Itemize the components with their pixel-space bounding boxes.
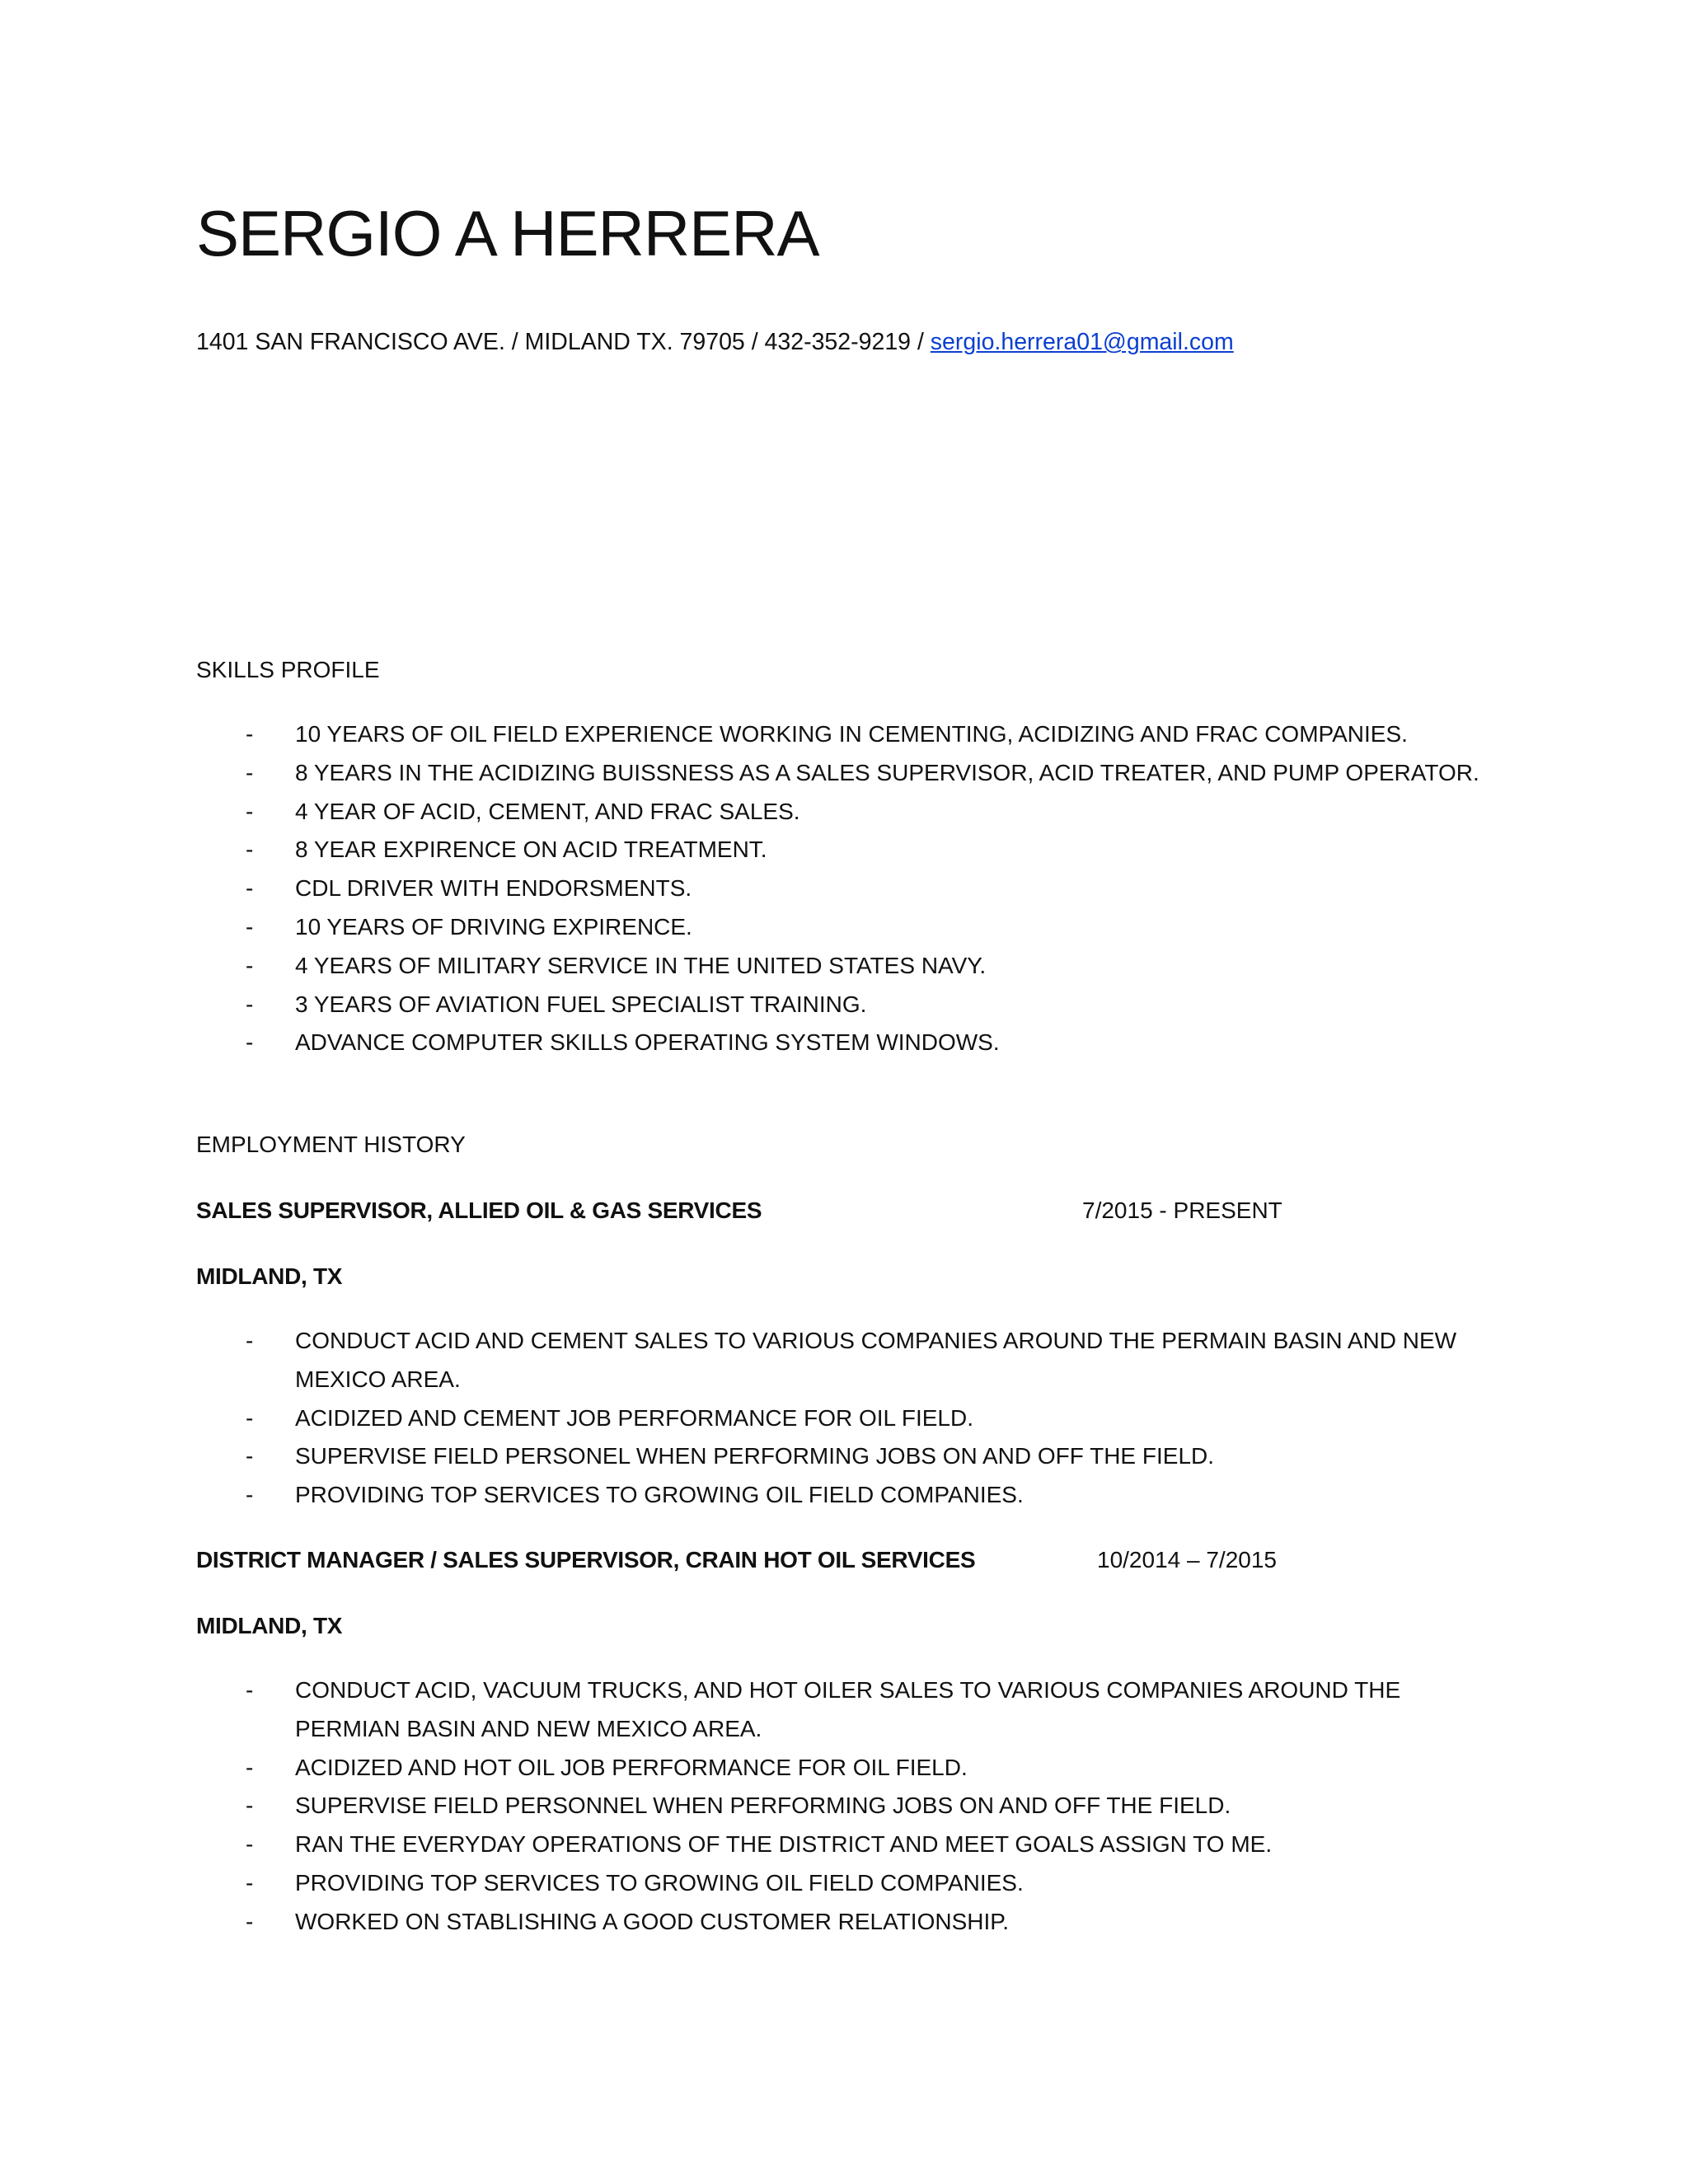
skills-section-title: SKILLS PROFILE xyxy=(196,657,380,682)
list-item: - 8 YEARS IN THE ACIDIZING BUISSNESS AS A SALES SUPERVISOR, ACID TREATER, AND PUMP OPERATOR. xyxy=(246,759,1479,785)
job-1-dates: 7/2015 - PRESENT xyxy=(1082,1197,1282,1223)
list-item: - ACIDIZED AND HOT OIL JOB PERFORMANCE FOR OIL FIELD. xyxy=(246,1754,968,1780)
job-2-duties xyxy=(196,1671,1482,1942)
list-item: - CDL DRIVER WITH ENDORSMENTS. xyxy=(246,875,692,902)
list-item: - ADVANCE COMPUTER SKILLS OPERATING SYSTEM WINDOWS. xyxy=(246,1029,1000,1056)
list-item: - 8 YEAR EXPIRENCE ON ACID TREATMENT. xyxy=(246,837,767,863)
list-item: - CONDUCT ACID AND CEMENT SALES TO VARIOUS COMPANIES AROUND THE PERMAIN BASIN AND NEW MEXICO AREA. xyxy=(246,1328,1457,1392)
list-item: - 4 YEAR OF ACID, CEMENT, AND FRAC SALES. xyxy=(246,798,800,824)
list-item: - CONDUCT ACID, VACUUM TRUCKS, AND HOT OILER SALES TO VARIOUS COMPANIES AROUND THE PERMIAN BASIN AND NEW MEXICO AREA. xyxy=(246,1677,1401,1741)
list-item: - 4 YEARS OF MILITARY SERVICE IN THE UNITED STATES NAVY. xyxy=(246,952,987,978)
contact-address-phone: 1401 SAN FRANCISCO AVE. / MIDLAND TX. 79705 / 432-352-9219 / xyxy=(196,329,924,355)
job-2-position: DISTRICT MANAGER / SALES SUPERVISOR, CRAIN HOT OIL SERVICES xyxy=(196,1547,976,1572)
list-item: - RAN THE EVERYDAY OPERATIONS OF THE DISTRICT AND MEET GOALS ASSIGN TO ME. xyxy=(246,1831,1273,1858)
list-item: - PROVIDING TOP SERVICES TO GROWING OIL FIELD COMPANIES. xyxy=(246,1482,1024,1508)
list-item: - SUPERVISE FIELD PERSONEL WHEN PERFORMING JOBS ON AND OFF THE FIELD. xyxy=(246,1443,1215,1469)
list-item: - 3 YEARS OF AVIATION FUEL SPECIALIST TRAINING. xyxy=(246,991,867,1017)
list-item: - ACIDIZED AND CEMENT JOB PERFORMANCE FOR OIL FIELD. xyxy=(246,1404,973,1431)
resume-name: SERGIO A HERRERA xyxy=(196,197,819,269)
job-1-position: SALES SUPERVISOR, ALLIED OIL & GAS SERVICES xyxy=(196,1197,762,1223)
list-item: - 10 YEARS OF DRIVING EXPIRENCE. xyxy=(246,913,692,940)
job-2-location: MIDLAND, TX xyxy=(196,1613,343,1638)
job-1-duties xyxy=(196,1322,1482,1515)
list-item: - 10 YEARS OF OIL FIELD EXPERIENCE WORKING IN CEMENTING, ACIDIZING AND FRAC COMPANIES. xyxy=(246,721,1408,747)
employment-section-title: EMPLOYMENT HISTORY xyxy=(196,1132,466,1157)
job-2-dates: 10/2014 – 7/2015 xyxy=(1097,1547,1277,1572)
list-item: - PROVIDING TOP SERVICES TO GROWING OIL FIELD COMPANIES. xyxy=(246,1869,1024,1896)
list-item: - SUPERVISE FIELD PERSONNEL WHEN PERFORMING JOBS ON AND OFF THE FIELD. xyxy=(246,1793,1231,1819)
skills-list xyxy=(196,715,1482,1062)
contact-line xyxy=(196,328,1234,356)
email-link[interactable]: sergio.herrera01@gmail.com xyxy=(930,329,1234,355)
list-item: - WORKED ON STABLISHING A GOOD CUSTOMER RELATIONSHIP. xyxy=(246,1908,1010,1934)
job-1-location: MIDLAND, TX xyxy=(196,1263,343,1289)
